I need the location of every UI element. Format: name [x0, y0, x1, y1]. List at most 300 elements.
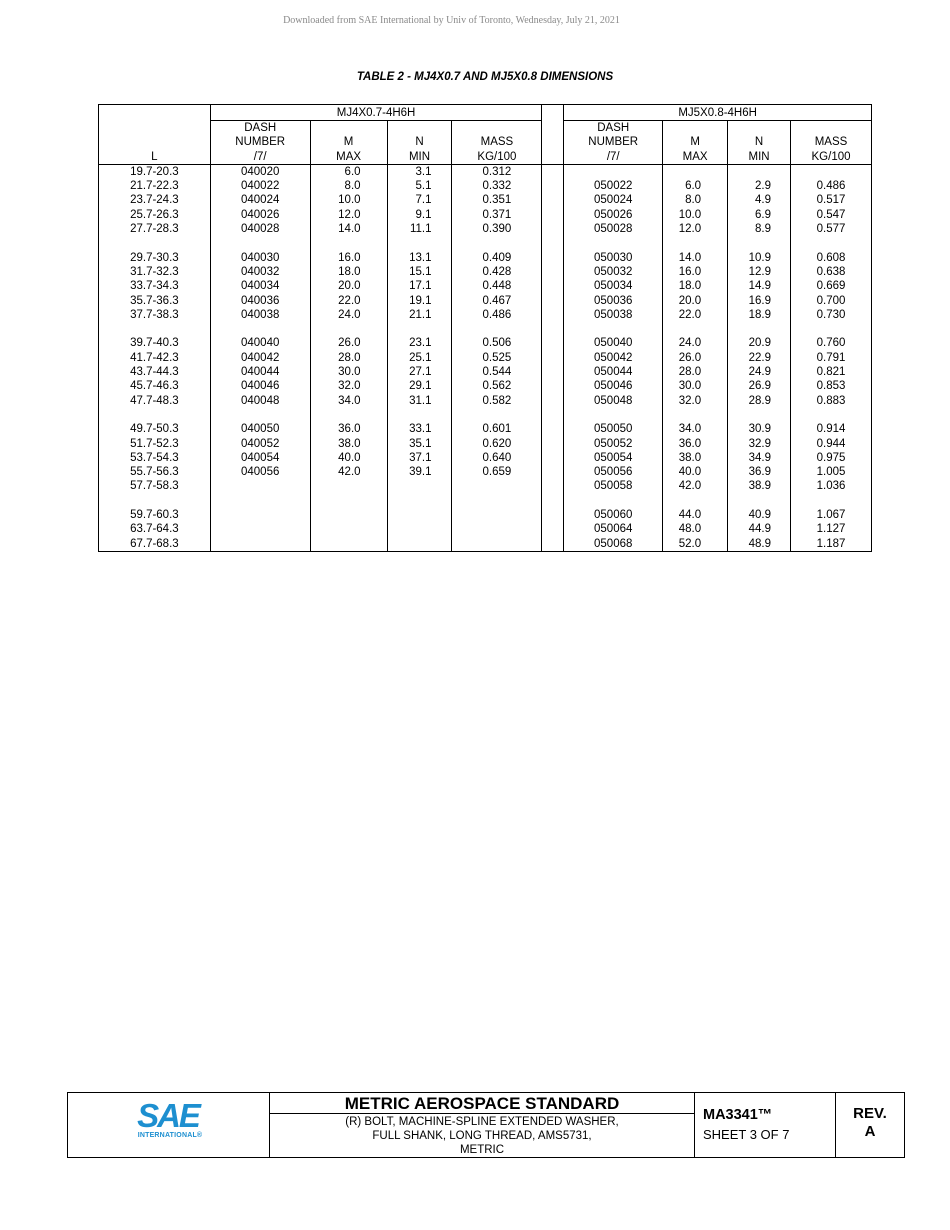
cell-m-max: 12.0	[663, 222, 728, 236]
cell-m-max: 44.0	[663, 508, 728, 522]
cell-m-max: 8.0	[663, 193, 728, 207]
standard-title: METRIC AEROSPACE STANDARD	[270, 1093, 694, 1114]
cell-dash-number: 050028	[564, 222, 663, 236]
table-row	[99, 537, 872, 552]
cell-dash-number: 040028	[210, 222, 310, 236]
cell-m-max	[663, 236, 728, 250]
table-row	[99, 522, 872, 536]
cell-m-max: 16.0	[663, 265, 728, 279]
table-row	[99, 164, 872, 179]
gap-cell	[542, 379, 564, 393]
cell-m-max	[663, 164, 728, 179]
cell-n-min	[387, 408, 452, 422]
table-spacer-row	[99, 494, 872, 508]
cell-m-max: 10.0	[663, 208, 728, 222]
cell-mass: 0.332	[452, 179, 542, 193]
cell-n-min: 8.9	[728, 222, 791, 236]
cell-dash-number: 050024	[564, 193, 663, 207]
cell-m-max	[310, 322, 387, 336]
cell-n-min: 7.1	[387, 193, 452, 207]
cell-m-max: 30.0	[310, 365, 387, 379]
cell-dash-number	[564, 236, 663, 250]
cell-mass: 0.700	[791, 294, 872, 308]
table-spacer-row	[99, 236, 872, 250]
subtitle-line: (R) BOLT, MACHINE-SPLINE EXTENDED WASHER,	[345, 1116, 619, 1128]
cell-mass: 0.659	[452, 465, 542, 479]
cell-n-min	[387, 322, 452, 336]
cell-m-max: 8.0	[310, 179, 387, 193]
gap-header	[542, 105, 564, 121]
cell-n-min: 2.9	[728, 179, 791, 193]
download-note: Downloaded from SAE International by Univ of Toronto, Wednesday, July 21, 2021	[283, 15, 620, 26]
cell-m-max: 28.0	[663, 365, 728, 379]
cell-mass: 0.506	[452, 336, 542, 350]
cell-dash-number: 040026	[210, 208, 310, 222]
cell-mass: 0.448	[452, 279, 542, 293]
gap-cell	[542, 451, 564, 465]
gap-cell	[542, 251, 564, 265]
cell-m-max: 48.0	[663, 522, 728, 536]
cell-dash-number: 050068	[564, 537, 663, 552]
table-row	[99, 351, 872, 365]
cell-mass	[791, 322, 872, 336]
cell-n-min: 13.1	[387, 251, 452, 265]
cell-m-max: 40.0	[663, 465, 728, 479]
cell-m-max: 24.0	[310, 308, 387, 322]
cell-dash-number: 050030	[564, 251, 663, 265]
gap-cell	[542, 394, 564, 408]
gap-cell	[542, 308, 564, 322]
cell-l: 57.7-58.3	[99, 479, 211, 493]
gap-cell	[542, 522, 564, 536]
cell-dash-number	[564, 322, 663, 336]
cell-n-min: 44.9	[728, 522, 791, 536]
gap-cell	[542, 236, 564, 250]
cell-l: 47.7-48.3	[99, 394, 211, 408]
table-row	[99, 365, 872, 379]
cell-mass	[452, 322, 542, 336]
table-row	[99, 479, 872, 493]
cell-n-min: 38.9	[728, 479, 791, 493]
cell-mass: 0.760	[791, 336, 872, 350]
cell-m-max	[310, 494, 387, 508]
cell-dash-number: 040030	[210, 251, 310, 265]
revision-label: REV.	[853, 1105, 887, 1122]
table-body	[99, 164, 872, 551]
doc-number-cell	[695, 1093, 836, 1157]
cell-l: 59.7-60.3	[99, 508, 211, 522]
col-header-n-min: N MIN	[728, 121, 791, 165]
cell-dash-number	[210, 494, 310, 508]
table-row	[99, 251, 872, 265]
cell-mass: 0.312	[452, 164, 542, 179]
gap-cell	[542, 494, 564, 508]
cell-dash-number	[210, 322, 310, 336]
table-row	[99, 265, 872, 279]
cell-n-min: 32.9	[728, 437, 791, 451]
cell-m-max: 40.0	[310, 451, 387, 465]
gap-cell	[542, 164, 564, 179]
cell-l: 63.7-64.3	[99, 522, 211, 536]
cell-m-max: 42.0	[663, 479, 728, 493]
cell-dash-number: 050046	[564, 379, 663, 393]
cell-m-max: 42.0	[310, 465, 387, 479]
cell-n-min: 6.9	[728, 208, 791, 222]
cell-dash-number: 050040	[564, 336, 663, 350]
cell-dash-number	[564, 408, 663, 422]
title-block	[67, 1092, 905, 1158]
dimensions-table	[98, 104, 872, 552]
cell-mass: 0.467	[452, 294, 542, 308]
cell-dash-number: 040040	[210, 336, 310, 350]
cell-n-min: 18.9	[728, 308, 791, 322]
gap-cell	[542, 408, 564, 422]
cell-n-min: 23.1	[387, 336, 452, 350]
cell-l: 27.7-28.3	[99, 222, 211, 236]
cell-mass: 0.669	[791, 279, 872, 293]
cell-mass: 0.944	[791, 437, 872, 451]
cell-mass: 0.730	[791, 308, 872, 322]
cell-n-min: 3.1	[387, 164, 452, 179]
cell-dash-number: 050058	[564, 479, 663, 493]
cell-m-max: 26.0	[663, 351, 728, 365]
cell-n-min: 12.9	[728, 265, 791, 279]
cell-dash-number: 050054	[564, 451, 663, 465]
cell-mass	[791, 408, 872, 422]
cell-m-max: 20.0	[310, 279, 387, 293]
cell-m-max: 38.0	[310, 437, 387, 451]
cell-n-min	[728, 322, 791, 336]
cell-mass: 1.127	[791, 522, 872, 536]
cell-mass	[452, 494, 542, 508]
gap-cell	[542, 422, 564, 436]
cell-dash-number: 040020	[210, 164, 310, 179]
cell-l	[99, 408, 211, 422]
cell-n-min: 48.9	[728, 537, 791, 552]
cell-mass: 0.486	[791, 179, 872, 193]
cell-dash-number: 040038	[210, 308, 310, 322]
cell-n-min: 14.9	[728, 279, 791, 293]
gap-cell	[542, 208, 564, 222]
cell-mass: 0.517	[791, 193, 872, 207]
cell-l: 49.7-50.3	[99, 422, 211, 436]
cell-dash-number: 050042	[564, 351, 663, 365]
table-row	[99, 508, 872, 522]
cell-dash-number: 050036	[564, 294, 663, 308]
cell-m-max: 14.0	[663, 251, 728, 265]
gap-cell	[542, 222, 564, 236]
cell-l: 41.7-42.3	[99, 351, 211, 365]
cell-n-min: 11.1	[387, 222, 452, 236]
cell-m-max: 32.0	[663, 394, 728, 408]
cell-m-max: 36.0	[310, 422, 387, 436]
cell-dash-number: 050026	[564, 208, 663, 222]
table-row	[99, 279, 872, 293]
cell-dash-number	[210, 537, 310, 552]
doc-number: MA3341™	[703, 1107, 773, 1123]
cell-l: 19.7-20.3	[99, 164, 211, 179]
cell-m-max: 52.0	[663, 537, 728, 552]
cell-dash-number: 040034	[210, 279, 310, 293]
col-header-m-max: M MAX	[310, 121, 387, 165]
table-row	[99, 294, 872, 308]
table-spacer-row	[99, 322, 872, 336]
cell-m-max	[310, 236, 387, 250]
cell-l	[99, 494, 211, 508]
cell-mass: 0.638	[791, 265, 872, 279]
revision-value: A	[864, 1123, 876, 1140]
cell-n-min	[387, 508, 452, 522]
cell-m-max	[310, 522, 387, 536]
cell-m-max: 22.0	[310, 294, 387, 308]
cell-mass	[791, 494, 872, 508]
cell-dash-number: 040048	[210, 394, 310, 408]
cell-n-min: 30.9	[728, 422, 791, 436]
cell-n-min	[387, 537, 452, 552]
cell-dash-number: 040032	[210, 265, 310, 279]
cell-dash-number: 050044	[564, 365, 663, 379]
cell-m-max: 12.0	[310, 208, 387, 222]
cell-mass: 1.067	[791, 508, 872, 522]
cell-m-max	[663, 408, 728, 422]
gap-cell	[542, 279, 564, 293]
cell-dash-number: 050032	[564, 265, 663, 279]
cell-mass: 0.914	[791, 422, 872, 436]
cell-dash-number: 040052	[210, 437, 310, 451]
cell-mass	[452, 408, 542, 422]
sae-logo: SAE	[137, 1097, 199, 1134]
gap-cell	[542, 351, 564, 365]
cell-m-max: 18.0	[663, 279, 728, 293]
group-header-mj4: MJ4X0.7-4H6H	[210, 105, 542, 121]
cell-m-max: 22.0	[663, 308, 728, 322]
cell-m-max	[310, 508, 387, 522]
subtitle-line: METRIC	[459, 1144, 505, 1156]
cell-n-min: 17.1	[387, 279, 452, 293]
gap-header	[542, 121, 564, 165]
sae-logo-text: INTERNATIONAL®	[137, 1132, 203, 1139]
table-row	[99, 308, 872, 322]
col-header-mass: MASS KG/100	[791, 121, 872, 165]
table-row	[99, 336, 872, 350]
cell-m-max: 18.0	[310, 265, 387, 279]
cell-dash-number: 050048	[564, 394, 663, 408]
cell-m-max: 38.0	[663, 451, 728, 465]
table-row	[99, 208, 872, 222]
cell-m-max: 20.0	[663, 294, 728, 308]
cell-m-max	[663, 494, 728, 508]
cell-l	[99, 322, 211, 336]
cell-dash-number: 050052	[564, 437, 663, 451]
gap-cell	[542, 179, 564, 193]
table-row	[99, 379, 872, 393]
cell-n-min: 40.9	[728, 508, 791, 522]
logo-cell	[68, 1093, 270, 1157]
cell-m-max: 10.0	[310, 193, 387, 207]
cell-l: 25.7-26.3	[99, 208, 211, 222]
cell-n-min	[728, 408, 791, 422]
cell-n-min: 33.1	[387, 422, 452, 436]
cell-l: 43.7-44.3	[99, 365, 211, 379]
table-row	[99, 451, 872, 465]
cell-l: 35.7-36.3	[99, 294, 211, 308]
cell-n-min: 27.1	[387, 365, 452, 379]
cell-l: 55.7-56.3	[99, 465, 211, 479]
sheet-number: SHEET 3 OF 7	[703, 1127, 790, 1142]
table-row	[99, 179, 872, 193]
cell-n-min	[728, 236, 791, 250]
cell-dash-number: 040024	[210, 193, 310, 207]
cell-mass: 0.601	[452, 422, 542, 436]
cell-n-min: 5.1	[387, 179, 452, 193]
col-header-n-min: N MIN	[387, 121, 452, 165]
cell-n-min	[387, 236, 452, 250]
cell-n-min: 9.1	[387, 208, 452, 222]
cell-mass	[452, 236, 542, 250]
cell-l: 33.7-34.3	[99, 279, 211, 293]
cell-n-min: 15.1	[387, 265, 452, 279]
cell-dash-number: 040050	[210, 422, 310, 436]
cell-dash-number: 040056	[210, 465, 310, 479]
cell-dash-number: 040022	[210, 179, 310, 193]
subtitle-line: FULL SHANK, LONG THREAD, AMS5731,	[372, 1130, 592, 1142]
cell-dash-number: 040044	[210, 365, 310, 379]
standard-subtitle	[270, 1114, 694, 1157]
table-row	[99, 422, 872, 436]
gap-cell	[542, 322, 564, 336]
gap-cell	[542, 365, 564, 379]
cell-mass: 1.036	[791, 479, 872, 493]
cell-dash-number: 040046	[210, 379, 310, 393]
cell-l	[99, 236, 211, 250]
cell-mass: 0.821	[791, 365, 872, 379]
cell-mass: 0.975	[791, 451, 872, 465]
cell-dash-number: 050064	[564, 522, 663, 536]
cell-mass	[452, 508, 542, 522]
cell-dash-number	[564, 164, 663, 179]
cell-mass: 0.525	[452, 351, 542, 365]
cell-mass: 0.428	[452, 265, 542, 279]
cell-n-min: 26.9	[728, 379, 791, 393]
cell-n-min: 34.9	[728, 451, 791, 465]
col-header-l: L	[99, 121, 211, 165]
cell-mass: 0.853	[791, 379, 872, 393]
col-header-dash-number: DASH NUMBER /7/	[564, 121, 663, 165]
cell-m-max: 32.0	[310, 379, 387, 393]
cell-l: 39.7-40.3	[99, 336, 211, 350]
cell-m-max: 34.0	[310, 394, 387, 408]
cell-l: 29.7-30.3	[99, 251, 211, 265]
cell-l: 37.7-38.3	[99, 308, 211, 322]
cell-n-min: 4.9	[728, 193, 791, 207]
cell-n-min: 37.1	[387, 451, 452, 465]
cell-dash-number: 050056	[564, 465, 663, 479]
cell-m-max: 26.0	[310, 336, 387, 350]
cell-m-max: 30.0	[663, 379, 728, 393]
cell-n-min: 24.9	[728, 365, 791, 379]
title-cell	[270, 1093, 695, 1157]
gap-cell	[542, 537, 564, 552]
cell-m-max: 28.0	[310, 351, 387, 365]
cell-mass: 0.640	[452, 451, 542, 465]
table-spacer-row	[99, 408, 872, 422]
cell-dash-number	[210, 408, 310, 422]
cell-n-min: 39.1	[387, 465, 452, 479]
gap-cell	[542, 479, 564, 493]
cell-n-min	[387, 494, 452, 508]
cell-dash-number	[564, 494, 663, 508]
gap-cell	[542, 465, 564, 479]
cell-n-min: 20.9	[728, 336, 791, 350]
cell-dash-number	[210, 236, 310, 250]
cell-mass: 0.883	[791, 394, 872, 408]
cell-mass	[452, 522, 542, 536]
cell-n-min: 35.1	[387, 437, 452, 451]
cell-dash-number: 050022	[564, 179, 663, 193]
cell-n-min: 25.1	[387, 351, 452, 365]
cell-l: 31.7-32.3	[99, 265, 211, 279]
gap-cell	[542, 265, 564, 279]
table-row	[99, 465, 872, 479]
cell-mass: 1.187	[791, 537, 872, 552]
cell-m-max: 6.0	[663, 179, 728, 193]
cell-n-min	[728, 164, 791, 179]
cell-m-max: 24.0	[663, 336, 728, 350]
group-header-mj5: MJ5X0.8-4H6H	[564, 105, 872, 121]
cell-mass: 0.351	[452, 193, 542, 207]
cell-mass: 0.486	[452, 308, 542, 322]
cell-dash-number	[210, 522, 310, 536]
cell-mass: 0.547	[791, 208, 872, 222]
cell-m-max	[310, 479, 387, 493]
cell-n-min: 36.9	[728, 465, 791, 479]
cell-dash-number: 040036	[210, 294, 310, 308]
cell-mass: 0.577	[791, 222, 872, 236]
cell-n-min: 22.9	[728, 351, 791, 365]
cell-mass: 0.608	[791, 251, 872, 265]
cell-n-min: 16.9	[728, 294, 791, 308]
cell-m-max: 16.0	[310, 251, 387, 265]
cell-m-max	[663, 322, 728, 336]
cell-mass: 0.562	[452, 379, 542, 393]
cell-dash-number: 040042	[210, 351, 310, 365]
cell-mass: 0.791	[791, 351, 872, 365]
cell-l: 23.7-24.3	[99, 193, 211, 207]
cell-mass: 0.620	[452, 437, 542, 451]
cell-m-max	[310, 537, 387, 552]
cell-l: 53.7-54.3	[99, 451, 211, 465]
cell-dash-number	[210, 508, 310, 522]
col-header-mass: MASS KG/100	[452, 121, 542, 165]
cell-n-min: 10.9	[728, 251, 791, 265]
cell-dash-number: 050060	[564, 508, 663, 522]
gap-cell	[542, 294, 564, 308]
cell-n-min: 28.9	[728, 394, 791, 408]
col-header-dash-number: DASH NUMBER /7/	[210, 121, 310, 165]
cell-mass: 1.005	[791, 465, 872, 479]
cell-l: 51.7-52.3	[99, 437, 211, 451]
l-header-spacer	[99, 105, 211, 121]
cell-mass: 0.371	[452, 208, 542, 222]
cell-l: 45.7-46.3	[99, 379, 211, 393]
cell-mass	[791, 236, 872, 250]
table-title: TABLE 2 - MJ4X0.7 AND MJ5X0.8 DIMENSIONS	[356, 71, 614, 83]
table-row	[99, 222, 872, 236]
table-row	[99, 437, 872, 451]
cell-dash-number: 050038	[564, 308, 663, 322]
gap-cell	[542, 193, 564, 207]
cell-dash-number: 050034	[564, 279, 663, 293]
